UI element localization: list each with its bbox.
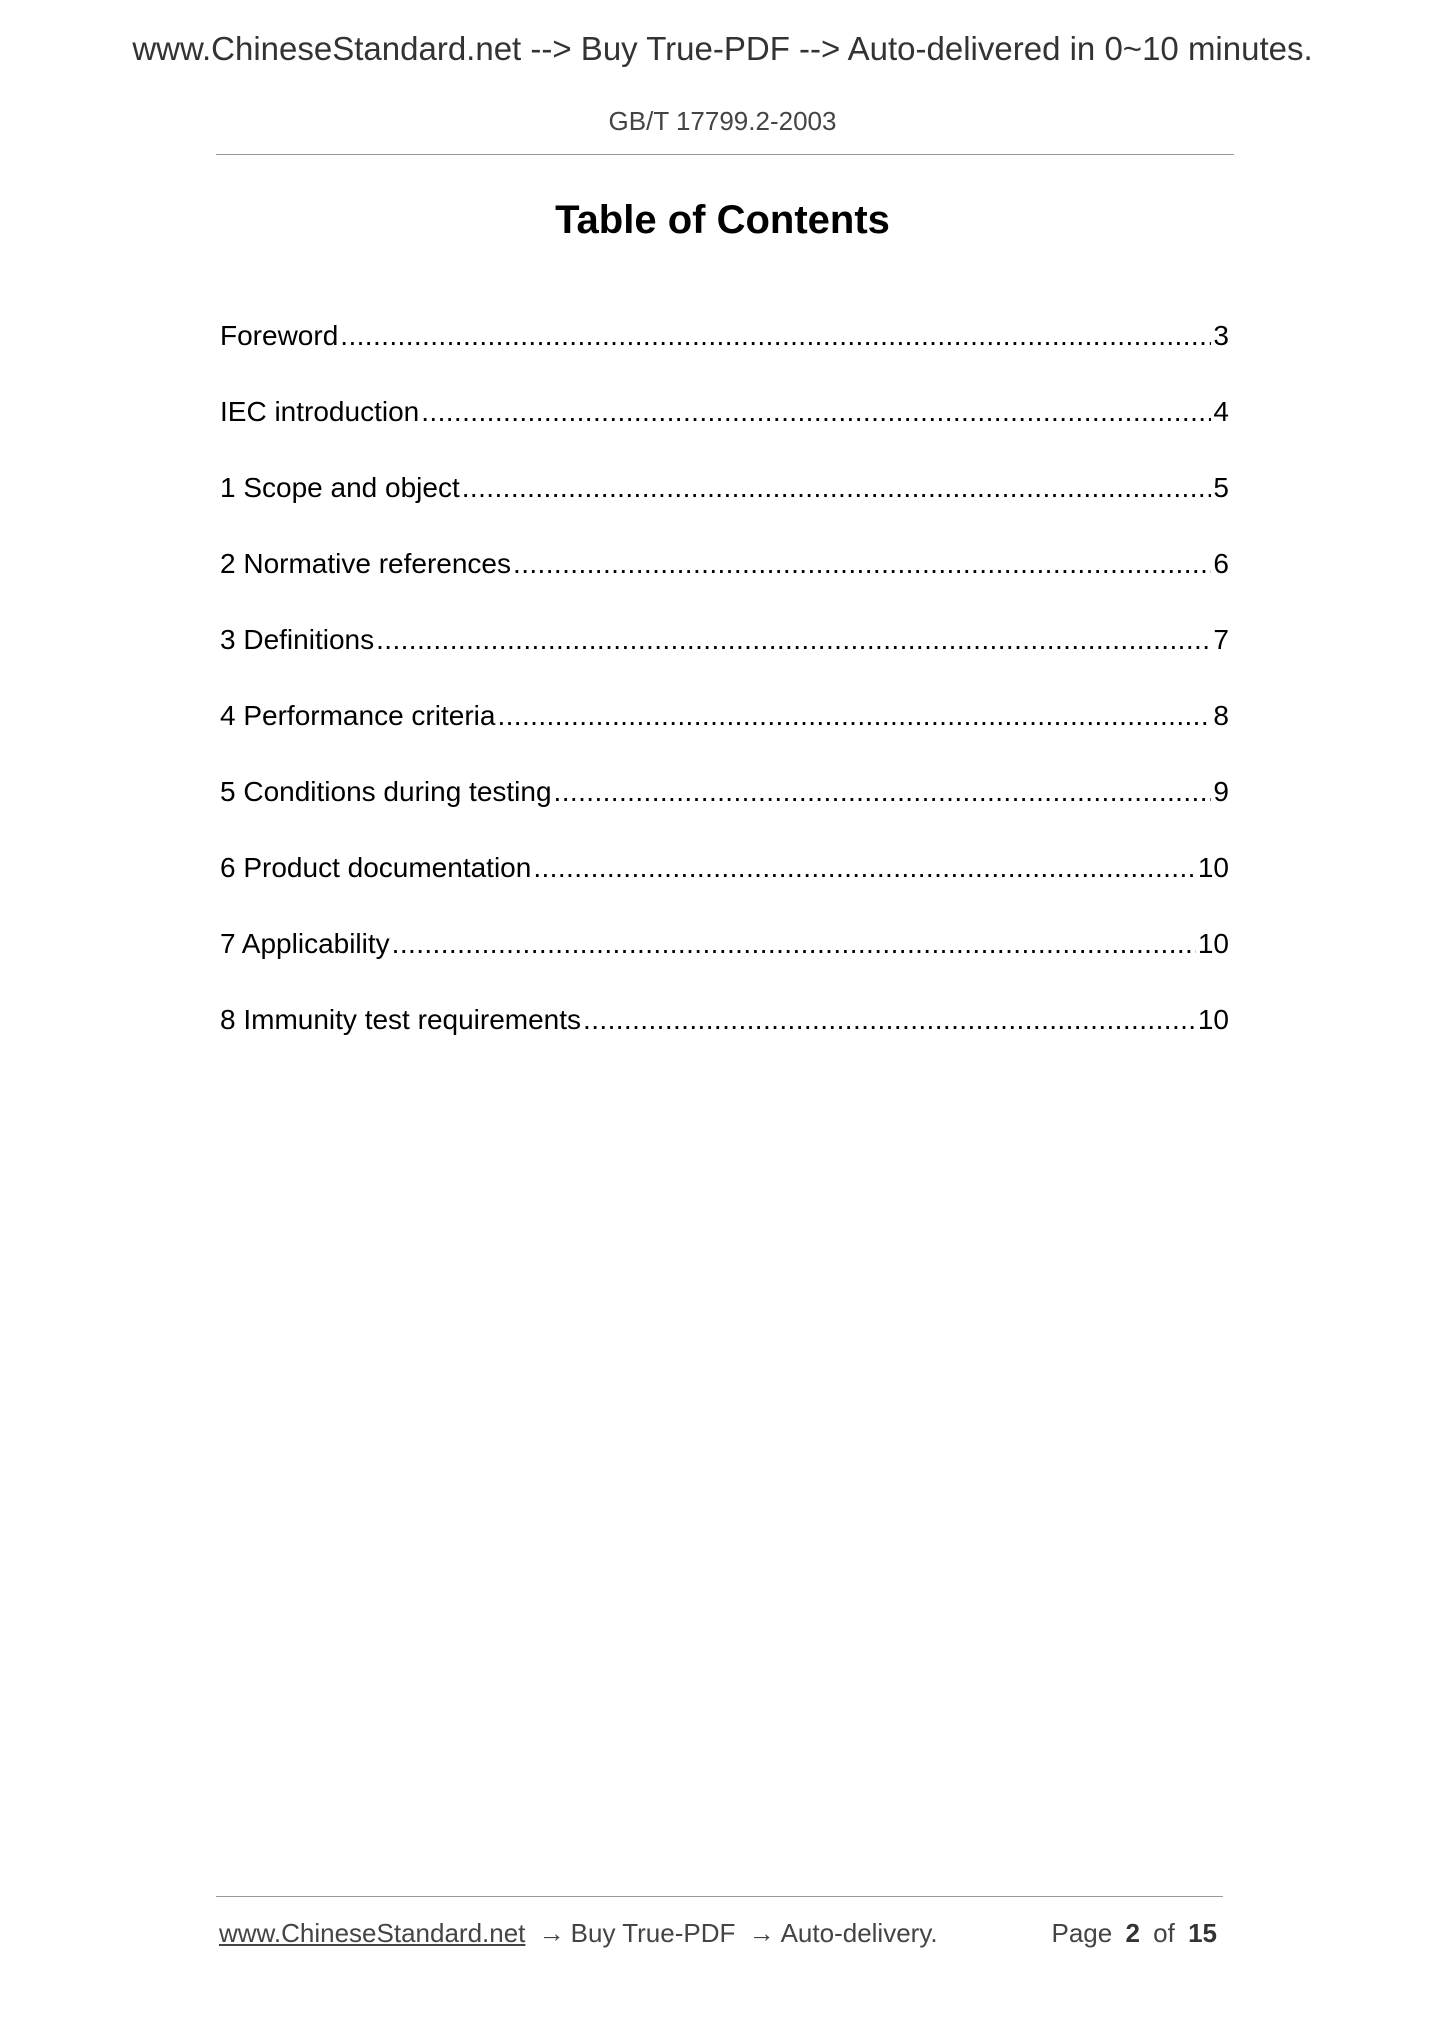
page-label: Page [1051, 1918, 1113, 1948]
toc-entry-foreword[interactable] [220, 316, 1229, 392]
table-of-contents [220, 316, 1229, 1076]
toc-dot-leader [462, 468, 1212, 508]
toc-entry-label: 5 Conditions during testing [220, 776, 552, 807]
toc-entry-definitions[interactable] [220, 620, 1229, 696]
toc-entry-iec-introduction[interactable] [220, 392, 1229, 468]
toc-entry-label: 6 Product documentation [220, 852, 532, 883]
toc-entry-page: 10 [1197, 1004, 1229, 1035]
toc-entry-normative-references[interactable] [220, 544, 1229, 620]
document-code: GB/T 17799.2-2003 [608, 106, 837, 136]
toc-entry-page: 7 [1213, 624, 1229, 655]
toc-dot-leader [392, 924, 1196, 964]
toc-entry-page: 8 [1213, 700, 1229, 731]
toc-entry-label: 1 Scope and object [220, 472, 460, 503]
toc-entry-page: 4 [1213, 396, 1229, 427]
toc-entry-label: 3 Definitions [220, 624, 375, 655]
toc-entry-performance-criteria[interactable] [220, 696, 1229, 772]
page-of-label: of [1153, 1918, 1175, 1948]
toc-entry-page: 10 [1197, 928, 1229, 959]
toc-entry-label: IEC introduction [220, 396, 420, 427]
toc-dot-leader [376, 620, 1211, 660]
toc-entry-applicability[interactable] [220, 924, 1229, 1000]
toc-entry-label: 7 Applicability [220, 928, 390, 959]
toc-entry-page: 9 [1213, 776, 1229, 807]
toc-dot-leader [421, 392, 1211, 432]
footer-delivery-text: Auto-delivery. [780, 1918, 938, 1948]
page-footer [219, 1918, 1223, 1949]
page-indicator [1051, 1918, 1223, 1949]
toc-dot-leader [554, 772, 1212, 812]
toc-entry-page: 10 [1197, 852, 1229, 883]
toc-entry-scope-and-object[interactable] [220, 468, 1229, 544]
toc-entry-conditions-during-testing[interactable] [220, 772, 1229, 848]
footer-site-link[interactable]: www.ChineseStandard.net [219, 1918, 526, 1948]
toc-dot-leader [533, 848, 1196, 888]
toc-entry-label: Foreword [220, 320, 339, 351]
page-current: 2 [1125, 1918, 1140, 1948]
arrow-right-icon: → [748, 1918, 775, 1948]
toc-entry-label: 4 Performance criteria [220, 700, 496, 731]
toc-dot-leader [513, 544, 1211, 584]
page-total: 15 [1188, 1918, 1217, 1948]
toc-dot-leader [497, 696, 1211, 736]
toc-entry-page: 6 [1213, 548, 1229, 579]
footer-divider [216, 1896, 1223, 1897]
header-divider [216, 154, 1234, 155]
footer-buy-text: Buy True-PDF [570, 1918, 736, 1948]
toc-entry-label: 8 Immunity test requirements [220, 1004, 582, 1035]
toc-entry-label: 2 Normative references [220, 548, 512, 579]
arrow-right-icon: → [538, 1918, 565, 1948]
toc-entry-page: 3 [1213, 320, 1229, 351]
toc-entry-page: 5 [1213, 472, 1229, 503]
top-banner[interactable]: www.ChineseStandard.net --> Buy True-PDF --> Auto-delivered in 0~10 minutes. [132, 30, 1313, 67]
toc-dot-leader [340, 316, 1211, 356]
page-title: Table of Contents [555, 198, 890, 242]
toc-entry-product-documentation[interactable] [220, 848, 1229, 924]
toc-dot-leader [583, 1000, 1196, 1040]
toc-entry-immunity-test-requirements[interactable] [220, 1000, 1229, 1076]
